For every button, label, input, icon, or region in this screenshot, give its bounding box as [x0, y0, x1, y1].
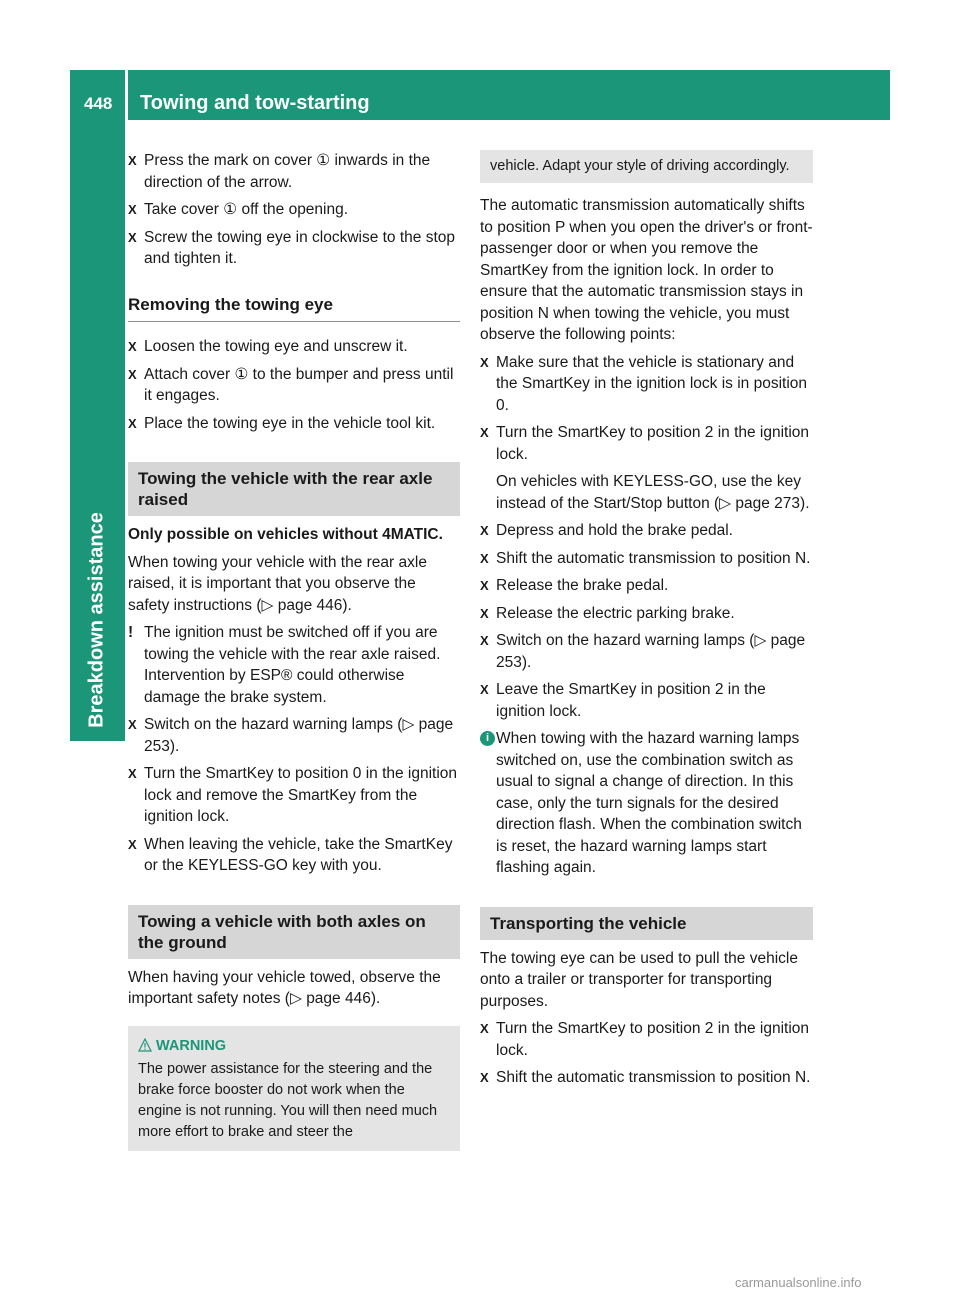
steps-transport-list — [480, 1018, 813, 1089]
rear-axle-text: When towing your vehicle with the rear axle raised, it is important that you observe the safety instructions (▷ page 446). — [128, 553, 427, 614]
transmission-intro: The automatic transmission automatically shifts to position P when you open the driver's or front-passenger door or when you remove the SmartKey from the ignition lock. In order to ensure that the automatic transmission stays in position N when towing the vehicle, you must observe the following points: — [480, 197, 813, 343]
steps-stationary-list — [480, 352, 813, 466]
bullet-arrow-icon: X — [480, 354, 489, 370]
bullet-arrow-icon: X — [480, 523, 489, 538]
bullet-arrow-icon: X — [128, 766, 137, 781]
list-item — [128, 364, 460, 407]
list-item — [480, 352, 813, 417]
list-item — [128, 714, 460, 757]
bullet-arrow-icon: X — [480, 578, 489, 593]
list-item — [128, 199, 460, 221]
bullet-arrow-icon: X — [480, 550, 489, 566]
warning-title — [138, 1036, 450, 1057]
list-item — [128, 150, 460, 193]
list-item — [480, 422, 813, 465]
both-axles-heading: Towing a vehicle with both axles on the ground — [128, 905, 460, 959]
step-text: When leaving the vehicle, take the SmartKey or the KEYLESS-GO key with you. — [144, 835, 453, 874]
step-text: Make sure that the vehicle is stationary and the SmartKey in the ignition lock is in position 0. — [496, 353, 808, 414]
transport-heading: Transporting the vehicle — [480, 907, 813, 940]
step-text: Turn the SmartKey to position 0 in the ignition lock and remove the SmartKey from the ignition lock. — [144, 765, 458, 825]
section-title: Towing and tow-starting — [140, 92, 370, 114]
both-axles-text: When having your vehicle towed, observe the important safety notes (▷ page 446). — [128, 968, 441, 1007]
step-text: Turn the SmartKey to position 2 in the ignition lock. — [496, 1020, 810, 1059]
header-separator — [125, 70, 128, 120]
list-item — [480, 1018, 813, 1061]
bullet-arrow-icon: X — [128, 153, 137, 168]
caution-text: The ignition must be switched off if you are towing the vehicle with the rear axle raised. Intervention by ESP® could otherwise damage the brake system. — [144, 624, 441, 706]
rear-axle-heading: Towing the vehicle with the rear axle raised — [128, 462, 460, 516]
steps-rear-axle-list — [128, 714, 460, 877]
steps-towing-list — [480, 520, 813, 722]
list-item — [480, 548, 813, 570]
list-item — [128, 413, 460, 435]
warning-box — [128, 1026, 460, 1151]
list-item — [480, 575, 813, 597]
side-tab-label: Breakdown assistance — [85, 512, 108, 728]
step-text: Shift the automatic transmission to position N. — [496, 549, 811, 567]
step-text: Screw the towing eye in clockwise to the stop and tighten it. — [144, 228, 456, 267]
list-item — [480, 1067, 813, 1089]
warning-continuation: vehicle. Adapt your style of driving accordingly. — [480, 150, 813, 183]
bullet-arrow-icon: X — [128, 202, 137, 217]
left-column — [128, 150, 460, 1151]
watermark: carmanualsonline.info — [735, 1275, 862, 1290]
bullet-arrow-icon: X — [128, 229, 137, 245]
step-text: Press the mark on cover ① inwards in the direction of the arrow. — [144, 152, 431, 191]
list-item — [480, 603, 813, 625]
page-number: 448 — [84, 94, 113, 113]
bullet-arrow-icon: X — [480, 1070, 489, 1085]
removing-towing-eye-heading: Removing the towing eye — [128, 286, 460, 323]
list-item — [480, 520, 813, 542]
bullet-arrow-icon: X — [480, 425, 489, 440]
warning-triangle-icon — [138, 1038, 152, 1052]
list-item — [128, 834, 460, 877]
bullet-arrow-icon: X — [128, 415, 137, 431]
steps-removing-list — [128, 336, 460, 434]
list-item — [128, 336, 460, 358]
info-text: When towing with the hazard warning lamps switched on, use the combination switch as usual to signal a change of direction. In this case, only the turn signals for the desired direction flash. When the combination switch is reset, the hazard warning lamps start flashing again. — [496, 730, 802, 876]
step-text: Turn the SmartKey to position 2 in the ignition lock. — [496, 424, 810, 463]
step-text: Depress and hold the brake pedal. — [496, 522, 733, 539]
step-text: Shift the automatic transmission to position N. — [496, 1069, 811, 1086]
step-text: Loosen the towing eye and unscrew it. — [144, 338, 408, 355]
step-text: Place the towing eye in the vehicle tool kit. — [144, 414, 436, 432]
bullet-arrow-icon: X — [480, 1021, 489, 1036]
list-item — [128, 227, 460, 270]
bullet-arrow-icon: X — [480, 633, 489, 648]
step-text: Release the brake pedal. — [496, 577, 669, 594]
bullet-arrow-icon: X — [480, 682, 489, 697]
bullet-arrow-icon: X — [128, 717, 137, 732]
right-column — [480, 150, 813, 1095]
list-item — [480, 679, 813, 722]
list-item — [128, 763, 460, 828]
caution-note — [128, 622, 460, 708]
step-text: Attach cover ① to the bumper and press until it engages. — [144, 365, 454, 404]
bullet-arrow-icon: X — [128, 339, 137, 354]
steps-cover-list — [128, 150, 460, 270]
warning-text: The power assistance for the steering and the brake force booster do not work when the engine is not running. You will then need much more effort to brake and steer the — [138, 1060, 438, 1140]
bullet-arrow-icon: X — [128, 836, 137, 852]
caution-icon: ! — [128, 624, 134, 641]
bullet-arrow-icon: X — [480, 605, 489, 621]
transport-text: The towing eye can be used to pull the vehicle onto a trailer or transporter for transporting purposes. — [480, 949, 798, 1010]
rear-axle-restriction: Only possible on vehicles without 4MATIC. — [128, 526, 443, 543]
step-text: Release the electric parking brake. — [496, 604, 735, 622]
info-note — [480, 728, 813, 879]
keyless-go-note: On vehicles with KEYLESS-GO, use the key instead of the Start/Stop button (▷ page 273). — [496, 473, 810, 512]
step-text: Take cover ① off the opening. — [144, 201, 349, 218]
warning-label: WARNING — [156, 1037, 227, 1054]
step-text: Switch on the hazard warning lamps (▷ page 253). — [496, 632, 806, 671]
step-text: Switch on the hazard warning lamps (▷ page 253). — [144, 716, 454, 755]
list-item — [480, 630, 813, 673]
step-text: Leave the SmartKey in position 2 in the ignition lock. — [496, 681, 766, 720]
info-icon: i — [480, 731, 495, 746]
bullet-arrow-icon: X — [128, 366, 137, 382]
